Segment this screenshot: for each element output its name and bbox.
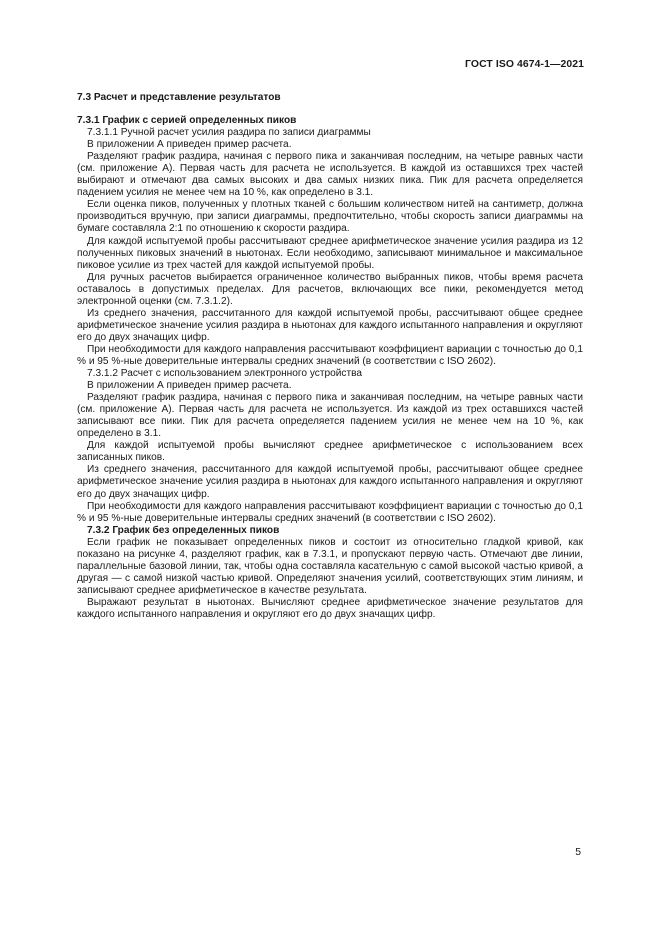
paragraph: 7.3.1.2 Расчет с использованием электронного устройства <box>87 368 362 380</box>
document-body <box>77 92 583 621</box>
paragraph: Выражают результат в ньютонах. Вычисляют среднее арифметическое значение результатов для каждого испытанного направления и округляют его до двух значащих цифр. <box>77 596 583 620</box>
paragraph: При необходимости для каждого направления рассчитывают коэффициент вариации с точностью до 0,1 % и 95 %-ные доверительные интервалы средних значений (в соответствии с ISO 2602). <box>77 500 583 524</box>
paragraph: Если оценка пиков, полученных у плотных тканей с большим количеством нитей на сантиметр, должна производиться вручную, при записи диаграммы, предпочтительно, чтобы скорость записи диаграммы на бумаге составляла 2:1 по отношению к скорости раздира. <box>77 199 583 235</box>
paragraph: Разделяют график раздира, начиная с первого пика и заканчивая последним, на четыре равных части (см. приложение А). Первая часть для расчета не используется. В каждой из оставшихся трех частей выбирают и отмечают два самых высоких и два самых низких пика. Пик для расчета определяется падением усилия не менее чем на 10 %, как определено в 3.1. <box>77 151 583 199</box>
document-header: ГОСТ ISO 4674-1—2021 <box>465 59 584 70</box>
paragraph: Из среднего значения, рассчитанного для каждой испытуемой пробы, рассчитывают общее среднее арифметическое значение усилия раздира в ньютонах для каждого испытанного направления и округляют его до двух значащих цифр. <box>77 464 583 500</box>
paragraph: Если график не показывает определенных пиков и состоит из относительно гладкой кривой, как показано на рисунке 4, разделяют график, как в 7.3.1, и пропускают первую часть. Отмечают две линии, параллельные базовой линии, так, чтобы одна составляла касательную с самой высокой частью кривой, а другая — с самой низкой частью кривой. Определяют значения усилий, соответствующих этим линиям, и записывают среднее арифметическое в качестве результата. <box>77 536 583 596</box>
paragraph: Из среднего значения, рассчитанного для каждой испытуемой пробы, рассчитывают общее среднее арифметическое значение усилия раздира в ньютонах для каждого испытанного направления и округляют его до двух значащих цифр. <box>77 307 583 343</box>
subsection-heading: 7.3.1 График с серией определенных пиков <box>77 115 297 127</box>
paragraph: Разделяют график раздира, начиная с первого пика и заканчивая последним, на четыре равных части (см. приложение А). Первая часть для расчета не используется. Из каждой из трех оставшихся частей записывают все пики. Пик для расчета определяется падением усилия не менее чем на 10 %, как определено в 3.1. <box>77 392 583 440</box>
paragraph: В приложении А приведен пример расчета. <box>87 380 292 392</box>
paragraph: При необходимости для каждого направления рассчитывают коэффициент вариации с точностью до 0,1 % и 95 %-ные доверительные интервалы средних значений (в соответствии с ISO 2602). <box>77 343 583 367</box>
paragraph: Для каждой испытуемой пробы рассчитывают среднее арифметическое значение усилия раздира из 12 полученных пиковых значений в ньютонах. Если необходимо, записывают минимальное и максимальное пиковое усилие из трех частей для каждой испытуемой пробы. <box>77 235 583 271</box>
page-number: 5 <box>575 847 581 858</box>
paragraph: 7.3.1.1 Ручной расчет усилия раздира по записи диаграммы <box>87 127 371 139</box>
section-heading: 7.3 Расчет и представление результатов <box>77 92 281 103</box>
paragraph: В приложении А приведен пример расчета. <box>87 139 292 151</box>
subsection-heading: 7.3.2 График без определенных пиков <box>87 524 280 536</box>
paragraph: Для каждой испытуемой пробы вычисляют среднее арифметическое с использованием всех записанных пиков. <box>77 440 583 464</box>
paragraph: Для ручных расчетов выбирается ограниченное количество выбранных пиков, чтобы время расчета оставалось в допустимых пределах. Для расчетов, включающих все пики, рекомендуется метод электронной оценки (см. 7.3.1.2). <box>77 271 583 307</box>
